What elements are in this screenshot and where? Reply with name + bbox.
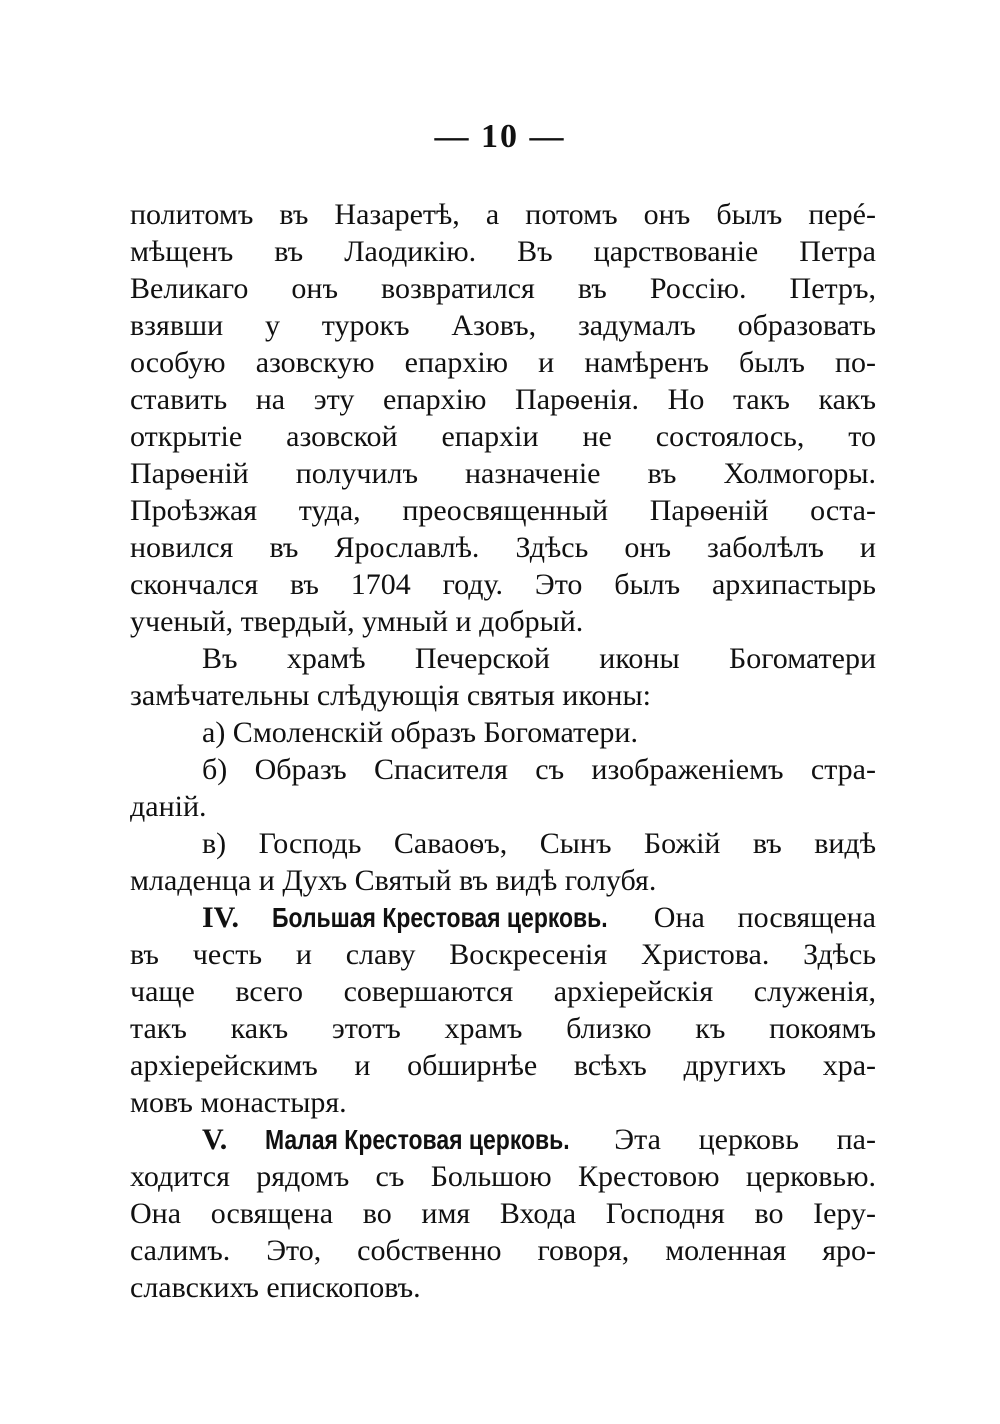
text-line: даній. bbox=[130, 790, 207, 823]
text-line: скончался въ 1704 году. Это былъ архипастырь bbox=[130, 568, 876, 601]
list-item-a: а) Смоленскій образъ Богоматери. bbox=[202, 716, 638, 749]
text-line: ставить на эту епархію Парѳенія. Но такъ какъ bbox=[130, 383, 876, 416]
text-line: салимъ. Это, собственно говоря, моленная яро- bbox=[130, 1234, 876, 1267]
text-line: открытіе азовской епархіи не состоялось, то bbox=[130, 420, 876, 453]
text-line: чаще всего совершаются архіерейскія служенія, bbox=[130, 975, 876, 1008]
text-line: Парѳеній получилъ назначеніе въ Холмогоры. bbox=[130, 457, 876, 490]
page-body bbox=[130, 196, 876, 1306]
text-line: политомъ въ Назаретѣ, а потомъ онъ былъ перé- bbox=[130, 198, 876, 231]
text-line: новился въ Ярославлѣ. Здѣсь онъ заболѣлъ и bbox=[130, 531, 876, 564]
text-line: взявши у турокъ Азовъ, задумалъ образовать bbox=[130, 309, 876, 342]
text-fragment: Она посвящена bbox=[653, 901, 877, 934]
text-line: замѣчательны слѣдующія святыя иконы: bbox=[130, 679, 651, 712]
text-line: ученый, твердый, умный и добрый. bbox=[130, 605, 584, 638]
section-iv-numeral: IV. bbox=[202, 901, 239, 934]
list-item-b: б) Образъ Спасителя съ изображеніемъ стра- bbox=[202, 753, 876, 786]
text-line: Въ храмѣ Печерской иконы Богоматери bbox=[202, 642, 876, 675]
text-line: славскихъ епископовъ. bbox=[130, 1271, 421, 1304]
text-line: мѣщенъ въ Лаодикію. Въ царствованіе Петра bbox=[130, 235, 876, 268]
section-iv-heading: Большая Крестовая церковь. bbox=[271, 902, 608, 933]
section-v-heading: Малая Крестовая церковь. bbox=[265, 1124, 570, 1155]
text-line: Она освящена во имя Входа Господня во Іеру- bbox=[130, 1197, 876, 1230]
text-line: въ честь и славу Воскресенія Христова. Здѣсь bbox=[130, 938, 876, 971]
text-line: особую азовскую епархію и намѣренъ былъ по- bbox=[130, 346, 876, 379]
text-line: ходится рядомъ съ Большою Крестовою церковью. bbox=[130, 1160, 876, 1193]
section-v-numeral: V. bbox=[202, 1123, 228, 1156]
list-item-v: в) Господь Саваоѳъ, Сынъ Божій въ видѣ bbox=[202, 827, 876, 860]
section-iv-line bbox=[130, 899, 876, 936]
text-fragment: Эта церковь па- bbox=[614, 1123, 876, 1156]
text-line: такъ какъ этотъ храмъ близко къ покоямъ bbox=[130, 1012, 876, 1045]
text-line: Великаго онъ возвратился въ Россію. Петръ, bbox=[130, 272, 876, 305]
text-line: мовъ монастыря. bbox=[130, 1086, 347, 1119]
section-v-line bbox=[130, 1121, 876, 1158]
text-line: Проѣзжая туда, преосвященный Парѳеній оста- bbox=[130, 494, 876, 527]
text-line: архіерейскимъ и обширнѣе всѣхъ другихъ хра- bbox=[130, 1049, 876, 1082]
page-number: — 10 — bbox=[434, 118, 566, 155]
text-line: младенца и Духъ Святый въ видѣ голубя. bbox=[130, 864, 657, 897]
